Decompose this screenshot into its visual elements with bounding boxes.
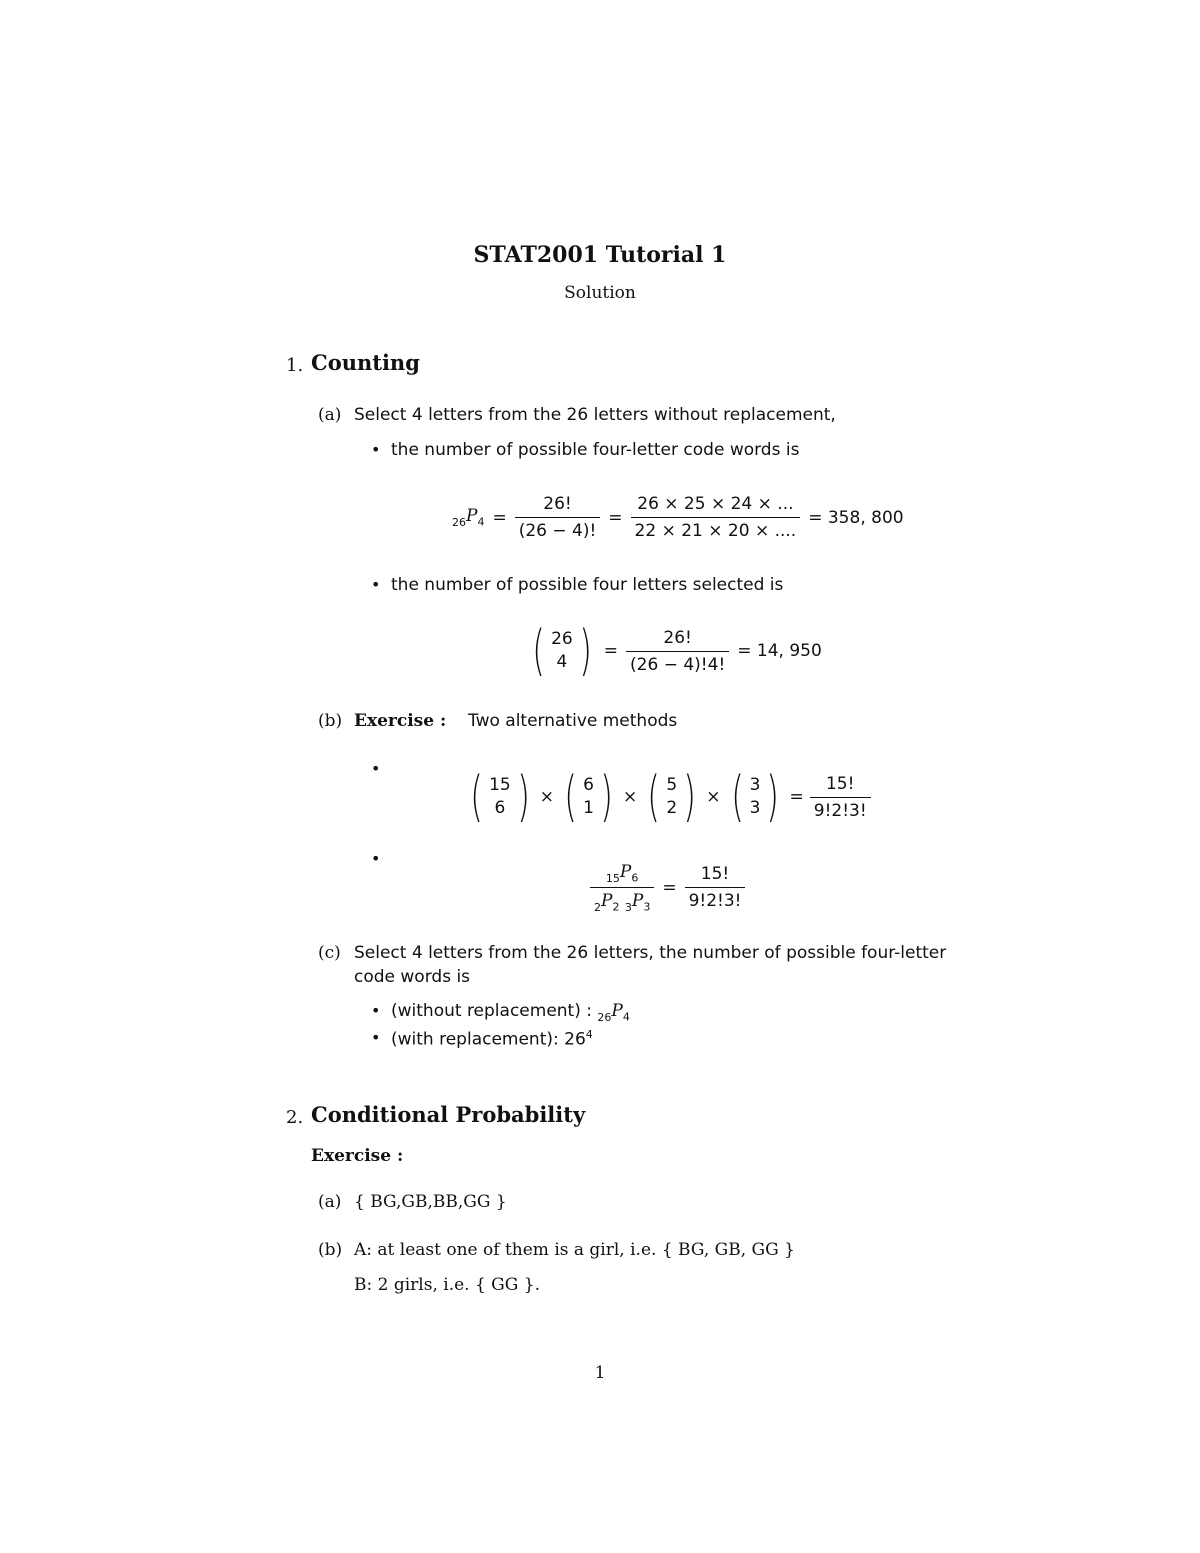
eq3-fraction: $\frac{15!}{9!2!3!}$ bbox=[810, 774, 871, 821]
part-2b-label: (b) bbox=[318, 1240, 343, 1260]
part-2b-text: A: at least one of them is a girl, i.e. { BG, GB, GG } bbox=[354, 1240, 795, 1260]
part-1b-exercise: Exercise : bbox=[354, 711, 447, 731]
eq3-equals: = bbox=[789, 787, 804, 807]
eq3-times-2: × bbox=[623, 787, 638, 807]
eq1-equals-1: = bbox=[492, 507, 507, 528]
eq3-times-1: × bbox=[539, 787, 555, 807]
eq2-binomial: ( 26 4 ) bbox=[532, 619, 592, 682]
page-subtitle: Solution bbox=[564, 283, 636, 303]
bullet-1c-1: • bbox=[371, 1001, 381, 1020]
part-1c-text-line1: Select 4 letters from the 26 letters, the number of possible four-letter bbox=[354, 943, 947, 963]
section-2-number: 2. bbox=[286, 1107, 304, 1128]
bullet-1a-2: • bbox=[371, 575, 381, 594]
eq4-equals: = bbox=[662, 877, 677, 898]
part-1a-text: Select 4 letters from the 26 letters without replacement, bbox=[354, 405, 836, 425]
eq1-equals-2: = bbox=[608, 507, 623, 528]
eq2-fraction: $\frac{26!}{(26 - 4)!4!}$ bbox=[626, 628, 729, 675]
section-1-number: 1. bbox=[286, 355, 304, 376]
bullet-1a-1: • bbox=[371, 440, 381, 459]
eq1-fraction-1: $\frac{26!}{(26 - 4)!}$ bbox=[515, 494, 601, 541]
part-1c-label: (c) bbox=[318, 943, 341, 963]
eq1-fraction-2: $\frac{26 \times 25 \times 24 \times ...}{22 \times 21 \times 20 \times ....}$ bbox=[631, 494, 801, 541]
part-2a-text: { BG,GB,BB,GG } bbox=[354, 1192, 507, 1212]
eq1-lhs: $_{26}P_4$ bbox=[452, 506, 485, 530]
eq4-fraction-2: $\frac{15!}{9!2!3!}$ bbox=[685, 864, 746, 911]
section-2-title: Conditional Probability bbox=[311, 1102, 586, 1127]
bullet-1b-1: • bbox=[371, 759, 381, 778]
eq3-binomial-3: ( 5 2 ) bbox=[647, 765, 697, 828]
part-2b-text-2: B: 2 girls, i.e. { GG }. bbox=[354, 1275, 540, 1295]
bullet-1c-2-text: (with replacement): $26^4$ bbox=[391, 1028, 593, 1050]
eq2-equals: = bbox=[603, 641, 619, 661]
eq2-result: = 14, 950 bbox=[737, 641, 822, 661]
equation-binomial-product bbox=[466, 765, 871, 828]
equation-permutation-26-4 bbox=[452, 494, 904, 541]
bullet-1a-2-text: the number of possible four letters selected is bbox=[391, 575, 784, 595]
eq4-fraction-1: $\frac{_{15}P_6}{_2P_2 _3P_3}$ bbox=[590, 862, 654, 914]
eq1-result: = 358, 800 bbox=[808, 507, 904, 528]
bullet-1c-1-text: (without replacement) : $_{26}P_4$ bbox=[391, 1001, 630, 1024]
eq3-binomial-4: ( 3 3 ) bbox=[730, 765, 780, 828]
section-2-exercise: Exercise : bbox=[311, 1146, 404, 1166]
part-1b-label: (b) bbox=[318, 711, 343, 731]
page-number: 1 bbox=[594, 1363, 606, 1383]
equation-combination-26-4 bbox=[528, 619, 822, 682]
eq3-binomial-2: ( 6 1 ) bbox=[564, 765, 613, 828]
part-1c-text-line2: code words is bbox=[354, 967, 471, 987]
eq3-binomial-1: ( 15 6 ) bbox=[470, 765, 530, 828]
part-2a-label: (a) bbox=[318, 1192, 342, 1212]
eq3-times-3: × bbox=[706, 787, 721, 807]
bullet-1a-1-text: the number of possible four-letter code words is bbox=[391, 440, 800, 460]
part-1a-label: (a) bbox=[318, 405, 342, 425]
page-title: STAT2001 Tutorial 1 bbox=[473, 242, 727, 268]
equation-permutation-ratio bbox=[590, 862, 745, 914]
part-1b-text: Two alternative methods bbox=[468, 711, 678, 731]
bullet-1b-2: • bbox=[371, 849, 381, 868]
bullet-1c-2: • bbox=[371, 1028, 381, 1047]
section-1-title: Counting bbox=[311, 350, 420, 375]
